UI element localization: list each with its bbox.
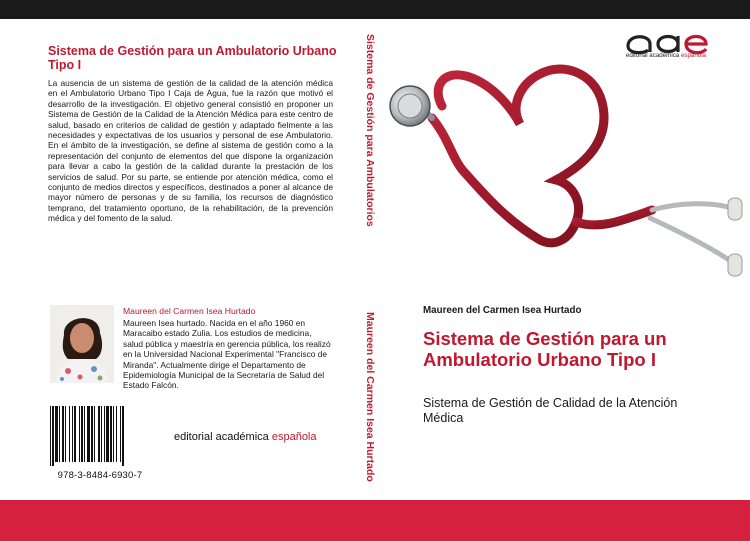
author-portrait-icon <box>50 305 114 383</box>
back-cover-description: La ausencia de un sistema de gestión de la calidad de la atención médica en el Ambulatorio Urbano Tipo I Caja de Agua, fue la razón que motivó el desarrollo de la investigación. El objetivo general consistió en proponer un Sistema de Gestión de la Calidad de la Atención Médica para este centro de salud, basado en criterios de calidad de gestión y adaptado fielmente a las necesidades y expectativas de los usuarios y personal de ese Ambulatorio. En el ámbito de la investigación, se define al sistema de gestión como a la representación del conjunto de elementos del que dispone la organización para llevar a cabo la gestión de la calidad durante la prestación de los servicios de salud. Por su parte, se entiende por atención médica, como el conjunto de medios directos y específicos, destinados a poner al alcance de mayor número de personas y de su familia, los recursos de diagnóstico temprano, del tratamiento oportuno, de la rehabilitación, de la prevención médica y del fomento de la salud. <box>48 78 333 224</box>
front-title: Sistema de Gestión para un Ambulatorio Urbano Tipo I <box>423 328 667 370</box>
back-author-name: Maureen del Carmen Isea Hurtado <box>123 306 256 316</box>
spine-title: Sistema de Gestión para Ambulatorios <box>364 34 376 227</box>
isbn-number: 978-3-8484-6930-7 <box>57 470 143 481</box>
front-author-name: Maureen del Carmen Isea Hurtado <box>423 305 582 316</box>
stethoscope-heart-illustration-icon <box>380 62 750 302</box>
bottom-band <box>0 500 750 541</box>
back-publisher-accent: española <box>271 431 317 443</box>
logo-text <box>616 52 716 59</box>
logo-text-main: editorial académica <box>625 52 681 59</box>
barcode-icon <box>48 406 152 466</box>
back-publisher-name <box>174 431 317 443</box>
author-photo <box>50 305 114 383</box>
front-subtitle: Sistema de Gestión de Calidad de la Atención Médica <box>423 396 678 425</box>
author-bio: Maureen Isea hurtado. Nacida en el año 1960 en Maracaibo estado Zulia. Los estudios de medicina, salud pública y maestría en gerencia pública, los realizó en la Universidad Nacional Experimental "Francisco de Miranda". Actualmente dirige el Departamento de Epidemiología Municipal de la Secretaría de Salud del Estado Falcón. <box>123 318 331 391</box>
back-publisher-main: editorial académica <box>174 431 272 443</box>
logo-text-accent: española <box>680 52 707 59</box>
barcode <box>48 406 152 466</box>
top-band <box>0 0 750 19</box>
spine-author: Maureen del Carmen Isea Hurtado <box>364 312 376 482</box>
back-cover-title: Sistema de Gestión para un Ambulatorio Urbano Tipo I <box>48 44 337 72</box>
